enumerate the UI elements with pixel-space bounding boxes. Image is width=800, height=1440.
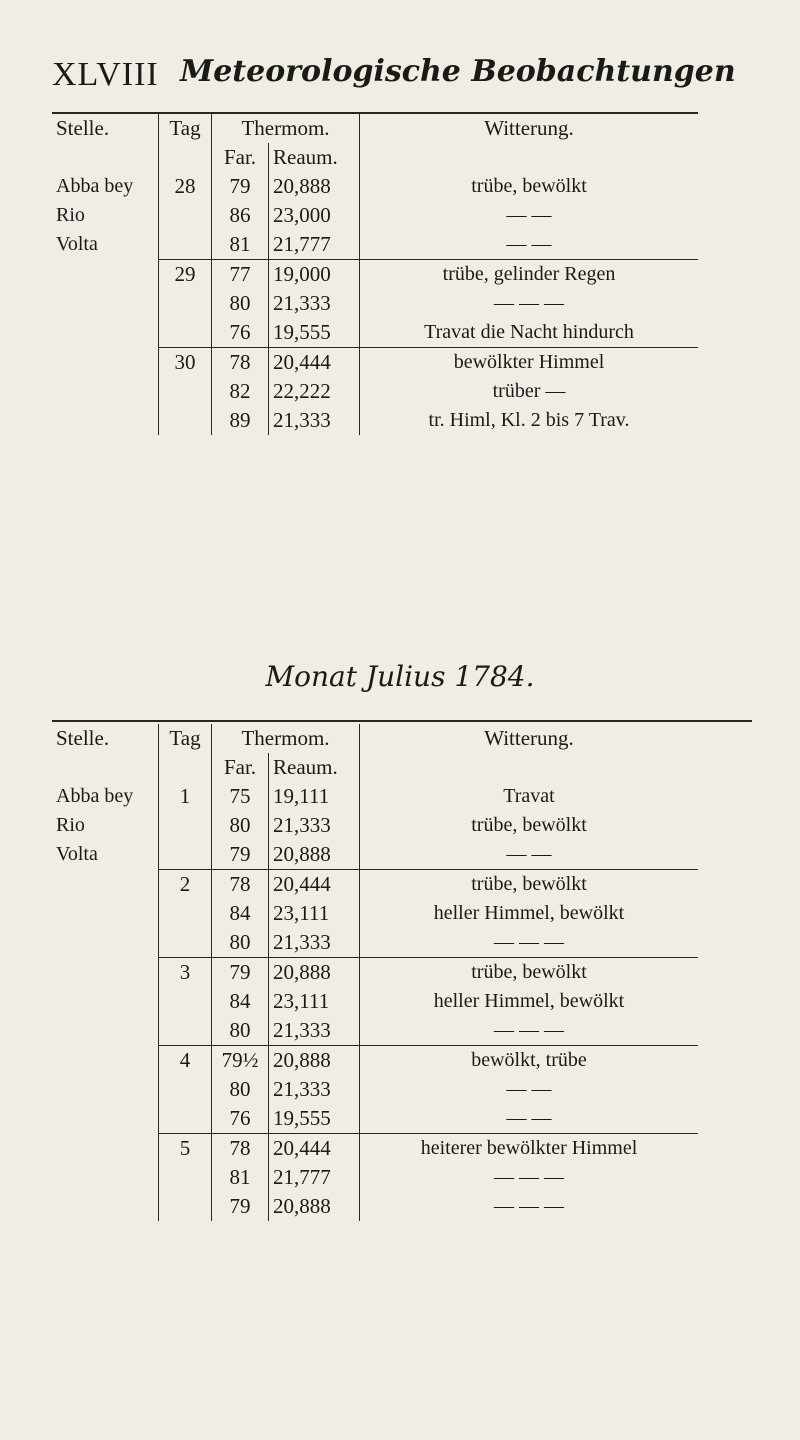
month-heading: Monat Julius 1784. — [265, 660, 535, 693]
fahrenheit-value: 78 — [212, 348, 269, 378]
table-header-row — [52, 724, 698, 753]
reaumur-value: 23,000 — [269, 201, 360, 230]
witterung-value: Travat die Nacht hindurch — [360, 318, 699, 348]
col-header-far: Far. — [212, 143, 269, 172]
tag-cell — [159, 753, 212, 782]
tag-cell — [159, 1075, 212, 1104]
reaumur-value: 21,777 — [269, 1163, 360, 1192]
witterung-value: — — — — [360, 1163, 699, 1192]
witterung-value: — — — [360, 1104, 699, 1134]
table-row — [52, 1075, 698, 1104]
table-row — [52, 1046, 698, 1076]
witterung-value: tr. Himl, Kl. 2 bis 7 Trav. — [360, 406, 699, 435]
stelle-cell — [52, 260, 159, 290]
tag-cell — [159, 1192, 212, 1221]
witterung-value: trübe, bewölkt — [360, 870, 699, 900]
col-header-witterung: Witterung. — [360, 113, 699, 143]
witterung-value: trübe, bewölkt — [360, 172, 699, 201]
fahrenheit-value: 80 — [212, 289, 269, 318]
table-row — [52, 406, 698, 435]
table-subheader-row — [52, 143, 698, 172]
table-row — [52, 840, 698, 870]
fahrenheit-value: 81 — [212, 230, 269, 260]
fahrenheit-value: 76 — [212, 1104, 269, 1134]
witterung-value: heller Himmel, bewölkt — [360, 987, 699, 1016]
witterung-value: bewölkt, trübe — [360, 1046, 699, 1076]
stelle-cell — [52, 406, 159, 435]
reaumur-value: 21,333 — [269, 811, 360, 840]
stelle-cell — [52, 899, 159, 928]
tag-cell: 29 — [159, 260, 212, 290]
table-row — [52, 870, 698, 900]
fahrenheit-value: 80 — [212, 1075, 269, 1104]
stelle-cell — [52, 753, 159, 782]
table-row — [52, 1016, 698, 1046]
stelle-cell: Rio — [56, 814, 85, 836]
stelle-cell — [52, 987, 159, 1016]
table-row — [52, 377, 698, 406]
reaumur-value: 20,888 — [269, 172, 360, 201]
witterung-value: — — — — [360, 289, 699, 318]
reaumur-value: 22,222 — [269, 377, 360, 406]
witterung-value: trübe, bewölkt — [360, 958, 699, 988]
page-header — [52, 38, 752, 98]
tag-cell — [159, 840, 212, 870]
fahrenheit-value: 79 — [212, 1192, 269, 1221]
table-row — [52, 1104, 698, 1134]
witterung-value: — — — — [360, 1016, 699, 1046]
col-header-reaum: Reaum. — [269, 143, 360, 172]
col-header-tag: Tag — [159, 113, 212, 143]
table-row — [52, 172, 698, 201]
fahrenheit-value: 80 — [212, 928, 269, 958]
stelle-cell — [52, 1104, 159, 1134]
tag-cell — [159, 899, 212, 928]
witterung-value: — — — — [360, 928, 699, 958]
table-row — [52, 811, 698, 840]
table-row — [52, 289, 698, 318]
tag-cell — [159, 406, 212, 435]
fahrenheit-value: 82 — [212, 377, 269, 406]
tag-cell — [159, 201, 212, 230]
witterung-cell — [360, 753, 699, 782]
observation-table-1 — [52, 112, 698, 435]
witterung-cell — [360, 143, 699, 172]
page-number: XLVIII — [52, 56, 159, 93]
witterung-value: heller Himmel, bewölkt — [360, 899, 699, 928]
witterung-value: heiterer bewölkter Himmel — [360, 1134, 699, 1164]
fahrenheit-value: 80 — [212, 811, 269, 840]
fahrenheit-value: 79 — [212, 958, 269, 988]
witterung-value: — — — [360, 230, 699, 260]
reaumur-value: 23,111 — [269, 899, 360, 928]
tag-cell: 2 — [159, 870, 212, 900]
table-row — [52, 1192, 698, 1221]
fahrenheit-value: 86 — [212, 201, 269, 230]
tag-cell — [159, 811, 212, 840]
tag-cell: 28 — [159, 172, 212, 201]
col-header-thermometer: Thermom. — [212, 113, 360, 143]
reaumur-value: 19,000 — [269, 260, 360, 290]
reaumur-value: 21,333 — [269, 1075, 360, 1104]
stelle-cell: Volta — [56, 233, 98, 256]
witterung-value: — — — [360, 840, 699, 870]
stelle-cell — [52, 1134, 159, 1164]
col-header-reaum: Reaum. — [269, 753, 360, 782]
stelle-cell: Rio — [56, 204, 85, 226]
reaumur-value: 21,333 — [269, 1016, 360, 1046]
table-header-row — [52, 113, 698, 143]
table-row — [52, 1163, 698, 1192]
stelle-cell: Abba bey — [56, 175, 134, 197]
table-row — [52, 1134, 698, 1164]
stelle-cell — [52, 1192, 159, 1221]
stelle-cell — [52, 289, 159, 318]
witterung-value: trübe, bewölkt — [360, 811, 699, 840]
witterung-value: — — — [360, 201, 699, 230]
table-row — [52, 987, 698, 1016]
tag-cell — [159, 143, 212, 172]
table-row — [52, 899, 698, 928]
col-header-thermometer: Thermom. — [212, 724, 360, 753]
reaumur-value: 21,333 — [269, 928, 360, 958]
stelle-cell — [52, 928, 159, 958]
tag-cell — [159, 377, 212, 406]
table-row — [52, 928, 698, 958]
fahrenheit-value: 76 — [212, 318, 269, 348]
reaumur-value: 19,555 — [269, 318, 360, 348]
reaumur-value: 19,555 — [269, 1104, 360, 1134]
fahrenheit-value: 78 — [212, 870, 269, 900]
stelle-cell — [52, 1075, 159, 1104]
table-row — [52, 348, 698, 378]
stelle-cell — [52, 348, 159, 378]
stelle-cell — [52, 1046, 159, 1076]
reaumur-value: 21,333 — [269, 289, 360, 318]
observation-table-2 — [52, 724, 698, 1221]
stelle-cell: Volta — [56, 843, 98, 866]
divider — [52, 720, 752, 722]
fahrenheit-value: 80 — [212, 1016, 269, 1046]
tag-cell — [159, 928, 212, 958]
stelle-cell — [52, 143, 159, 172]
stelle-cell — [52, 870, 159, 900]
fahrenheit-value: 84 — [212, 899, 269, 928]
table-row — [52, 201, 698, 230]
stelle-cell — [52, 1016, 159, 1046]
fahrenheit-value: 89 — [212, 406, 269, 435]
tag-cell: 4 — [159, 1046, 212, 1076]
tag-cell: 30 — [159, 348, 212, 378]
witterung-value: Travat — [360, 782, 699, 811]
reaumur-value: 21,333 — [269, 406, 360, 435]
tag-cell: 1 — [159, 782, 212, 811]
witterung-value: — — — [360, 1075, 699, 1104]
col-header-tag: Tag — [159, 724, 212, 753]
reaumur-value: 20,444 — [269, 348, 360, 378]
table-subheader-row — [52, 753, 698, 782]
fahrenheit-value: 79½ — [212, 1046, 269, 1076]
witterung-value: trübe, gelinder Regen — [360, 260, 699, 290]
tag-cell — [159, 318, 212, 348]
stelle-cell — [52, 377, 159, 406]
fahrenheit-value: 75 — [212, 782, 269, 811]
col-header-witterung: Witterung. — [360, 724, 699, 753]
reaumur-value: 20,888 — [269, 958, 360, 988]
fahrenheit-value: 79 — [212, 172, 269, 201]
reaumur-value: 21,777 — [269, 230, 360, 260]
witterung-value: trüber — — [360, 377, 699, 406]
fahrenheit-value: 81 — [212, 1163, 269, 1192]
fahrenheit-value: 84 — [212, 987, 269, 1016]
page-title: Meteorologische Beobachtungen — [180, 54, 736, 89]
tag-cell: 3 — [159, 958, 212, 988]
table-row — [52, 230, 698, 260]
stelle-cell — [52, 318, 159, 348]
tag-cell — [159, 1104, 212, 1134]
table-row — [52, 958, 698, 988]
tag-cell — [159, 1163, 212, 1192]
stelle-cell: Abba bey — [56, 785, 134, 807]
col-header-stelle: Stelle. — [52, 113, 159, 143]
col-header-far: Far. — [212, 753, 269, 782]
fahrenheit-value: 77 — [212, 260, 269, 290]
reaumur-value: 20,888 — [269, 1192, 360, 1221]
reaumur-value: 20,444 — [269, 1134, 360, 1164]
table-row — [52, 782, 698, 811]
stelle-cell — [52, 1163, 159, 1192]
reaumur-value: 20,444 — [269, 870, 360, 900]
reaumur-value: 20,888 — [269, 840, 360, 870]
reaumur-value: 23,111 — [269, 987, 360, 1016]
fahrenheit-value: 79 — [212, 840, 269, 870]
reaumur-value: 19,111 — [269, 782, 360, 811]
fahrenheit-value: 78 — [212, 1134, 269, 1164]
tag-cell — [159, 987, 212, 1016]
tag-cell — [159, 230, 212, 260]
tag-cell — [159, 289, 212, 318]
stelle-cell — [52, 958, 159, 988]
table-row — [52, 260, 698, 290]
tag-cell: 5 — [159, 1134, 212, 1164]
col-header-stelle: Stelle. — [56, 726, 110, 750]
tag-cell — [159, 1016, 212, 1046]
reaumur-value: 20,888 — [269, 1046, 360, 1076]
witterung-value: bewölkter Himmel — [360, 348, 699, 378]
table-row — [52, 318, 698, 348]
witterung-value: — — — — [360, 1192, 699, 1221]
